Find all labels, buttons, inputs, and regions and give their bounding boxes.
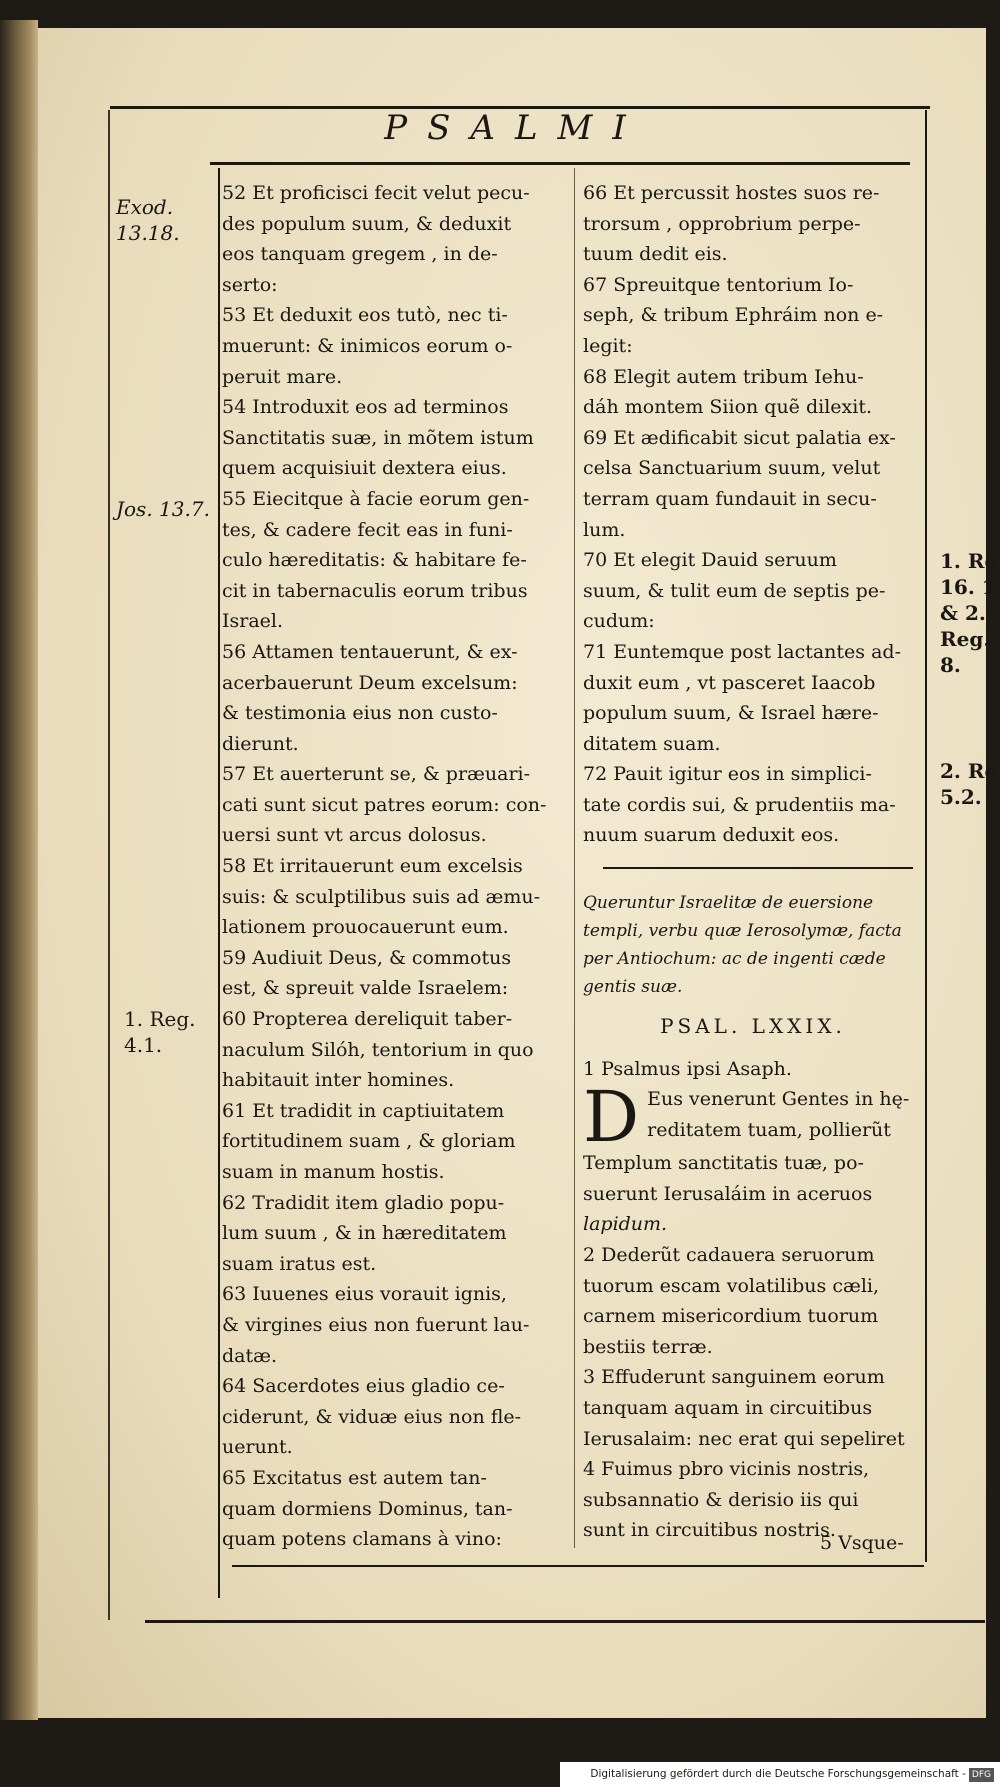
text-line: 3 Effuderunt sanguinem eorum — [583, 1366, 885, 1389]
drop-capital: D — [583, 1076, 640, 1159]
digitization-footer — [560, 1762, 1000, 1787]
footer-text: Digitalisierung gefördert durch die Deutsche Forschungsgemeinschaft - — [590, 1768, 966, 1780]
text-line: legit: — [583, 334, 633, 357]
psalm-summary — [583, 889, 923, 1001]
text-line: tanquam aquam in circuitibus — [583, 1397, 873, 1419]
text-line: quam dormiens Dominus, tan- — [222, 1497, 513, 1520]
text-line: 4 Fuimus pbro vicinis nostris, — [583, 1458, 870, 1481]
summary-line: per Antiochum: ac de ingenti cæde — [583, 949, 886, 970]
text-line: 54 Introduxit eos ad terminos — [222, 396, 509, 419]
psalm-title: PSAL. LXXIX. — [660, 1014, 846, 1039]
text-line: 61 Et tradidit in captiuitatem — [222, 1099, 505, 1122]
text-line: suam iratus est. — [222, 1252, 377, 1275]
margin-note-reg: 1. Reg. 4.1. — [124, 1007, 196, 1057]
text-line: 67 Spreuitque tentorium Io- — [583, 273, 854, 296]
text-line: 68 Elegit autem tribum Iehu- — [583, 365, 864, 388]
text-line: 53 Et deduxit eos tutò, nec ti- — [222, 304, 508, 327]
psalm-79-verses — [583, 1240, 923, 1546]
text-line: Eus venerunt Gentes in hę- — [647, 1088, 910, 1111]
text-line: 64 Sacerdotes eius gladio ce- — [222, 1375, 505, 1398]
dfg-logo: DFG — [969, 1768, 994, 1782]
left-text-column — [222, 178, 568, 1555]
psalm-78-end — [583, 178, 923, 851]
left-margin-rule — [218, 168, 220, 1598]
text-line: cudum: — [583, 610, 655, 633]
text-line: subsannatio & derisio iis qui — [583, 1488, 859, 1511]
text-line: fortitudinem suam , & gloriam — [222, 1130, 516, 1153]
text-line: 59 Audiuit Deus, & commotus — [222, 946, 512, 969]
text-line: quam potens clamans à vino: — [222, 1528, 502, 1551]
text-line: 60 Propterea dereliquit taber- — [222, 1008, 513, 1031]
right-text-column — [583, 178, 923, 1546]
text-line: suum, & tulit eum de septis pe- — [583, 579, 886, 602]
text-line: lapidum. — [583, 1213, 668, 1236]
text-line: suam in manum hostis. — [222, 1161, 445, 1183]
text-line: cit in tabernaculis eorum tribus — [222, 579, 528, 602]
bottom-rule — [232, 1565, 924, 1567]
text-line: suis: & sculptilibus suis ad æmu- — [222, 885, 541, 908]
text-line: est, & spreuit valde Israelem: — [222, 977, 509, 1000]
right-margin-rule — [925, 110, 927, 1562]
text-line: celsa Sanctuarium suum, velut — [583, 457, 881, 480]
text-line: lum suum , & in hæreditatem — [222, 1222, 507, 1245]
summary-line: templi, verbu quæ Ierosolymæ, facta — [583, 921, 902, 942]
text-line: Ierusalaim: nec erat qui sepeliret — [583, 1427, 905, 1450]
text-line: lationem prouocauerunt eum. — [222, 916, 509, 939]
text-line: nuum suarum deduxit eos. — [583, 824, 840, 847]
text-line: 55 Eiecitque à facie eorum gen- — [222, 487, 530, 510]
column-divider — [574, 168, 575, 1548]
text-line: seph, & tribum Ephráim non e- — [583, 304, 884, 327]
page-bottom-rule — [145, 1620, 985, 1623]
text-line: suerunt Ierusaláim in aceruos — [583, 1182, 873, 1205]
running-header: PSALMI — [384, 108, 646, 148]
text-line: naculum Silóh, tentorium in quo — [222, 1038, 534, 1061]
psalm-intro: 1 Psalmus ipsi Asaph. — [583, 1057, 792, 1080]
text-line: & virgines eius non fuerunt lau- — [222, 1313, 530, 1336]
text-line: terram quam fundauit in secu- — [583, 487, 877, 510]
text-line: uerunt. — [222, 1436, 293, 1459]
text-line: 57 Et auerterunt se, & præuari- — [222, 763, 531, 786]
text-line: 65 Excitatus est autem tan- — [222, 1466, 487, 1489]
summary-line: gentis suæ. — [583, 977, 683, 998]
text-line: datæ. — [222, 1344, 278, 1367]
text-line: tes, & cadere fecit eas in funi- — [222, 518, 513, 541]
text-line: tate cordis sui, & prudentiis ma- — [583, 793, 896, 816]
text-line: sunt in circuitibus nostris. — [583, 1519, 836, 1542]
summary-line: Queruntur Israelitæ de euersione — [583, 893, 874, 914]
text-line: carnem misericordium tuorum — [583, 1305, 879, 1328]
text-line: Israel. — [222, 610, 284, 633]
margin-note-right-1: 1. Re 16. 1 & 2. Reg. 8. — [940, 549, 998, 677]
text-line: 58 Et irritauerunt eum excelsis — [222, 855, 523, 878]
text-line: 52 Et proficisci fecit velut pecu- — [222, 182, 530, 204]
text-line: peruit mare. — [222, 365, 343, 388]
text-line: 70 Et elegit Dauid seruum — [583, 549, 837, 572]
book-edge — [0, 20, 38, 1720]
text-line: Templum sanctitatis tuæ, po- — [583, 1152, 864, 1175]
text-line: ciderunt, & viduæ eius non fle- — [222, 1405, 522, 1428]
text-line: populum suum, & Israel hære- — [583, 702, 879, 725]
text-line: tuum dedit eis. — [583, 243, 728, 266]
text-line: des populum suum, & deduxit — [222, 212, 512, 235]
catchword: 5 Vsque- — [820, 1532, 904, 1554]
text-line: lum. — [583, 518, 626, 541]
text-line: reditatem tuam, pollierũt — [647, 1118, 891, 1141]
text-line: cati sunt sicut patres eorum: con- — [222, 793, 547, 816]
margin-note-right-2: 2. Re 5.2. — [940, 759, 998, 809]
text-line: muerunt: & inimicos eorum o- — [222, 334, 513, 357]
margin-note-jos: Jos. 13.7. — [116, 497, 210, 521]
text-line: 2 Dederũt cadauera seruorum — [583, 1244, 875, 1267]
text-line: bestiis terræ. — [583, 1335, 713, 1358]
text-line: acerbauerunt Deum excelsum: — [222, 671, 518, 694]
text-line: duxit eum , vt pasceret Iaacob — [583, 671, 876, 694]
header-rule — [210, 162, 910, 165]
text-line: ditatem suam. — [583, 732, 721, 755]
text-line: Sanctitatis suæ, in mõtem istum — [222, 426, 534, 449]
text-line: culo hæreditatis: & habitare fe- — [222, 549, 527, 572]
text-line: 66 Et percussit hostes suos re- — [583, 182, 880, 204]
outer-left-rule — [108, 110, 110, 1620]
margin-note-exod: Exod. 13.18. — [116, 195, 180, 245]
text-line: dáh montem Siion quẽ dilexit. — [583, 396, 872, 419]
text-line: 62 Tradidit item gladio popu- — [222, 1191, 505, 1214]
text-line: habitauit inter homines. — [222, 1069, 455, 1092]
psalm-opening — [583, 1076, 923, 1240]
section-divider — [603, 867, 913, 869]
text-line: dierunt. — [222, 732, 299, 755]
text-line: eos tanquam gregem , in de- — [222, 243, 498, 266]
text-line: 63 Iuuenes eius vorauit ignis, — [222, 1283, 507, 1306]
text-line: 69 Et ædificabit sicut palatia ex- — [583, 426, 896, 449]
text-line: 56 Attamen tentauerunt, & ex- — [222, 640, 518, 663]
text-line: 72 Pauit igitur eos in simplici- — [583, 763, 872, 786]
text-line: quem acquisiuit dextera eius. — [222, 457, 507, 480]
text-line: uersi sunt vt arcus dolosus. — [222, 824, 487, 847]
text-line: 71 Euntemque post lactantes ad- — [583, 640, 901, 663]
text-line: & testimonia eius non custo- — [222, 702, 498, 725]
text-line: tuorum escam volatilibus cæli, — [583, 1274, 880, 1297]
text-line: trorsum , opprobrium perpe- — [583, 212, 861, 235]
text-line: serto: — [222, 273, 278, 296]
